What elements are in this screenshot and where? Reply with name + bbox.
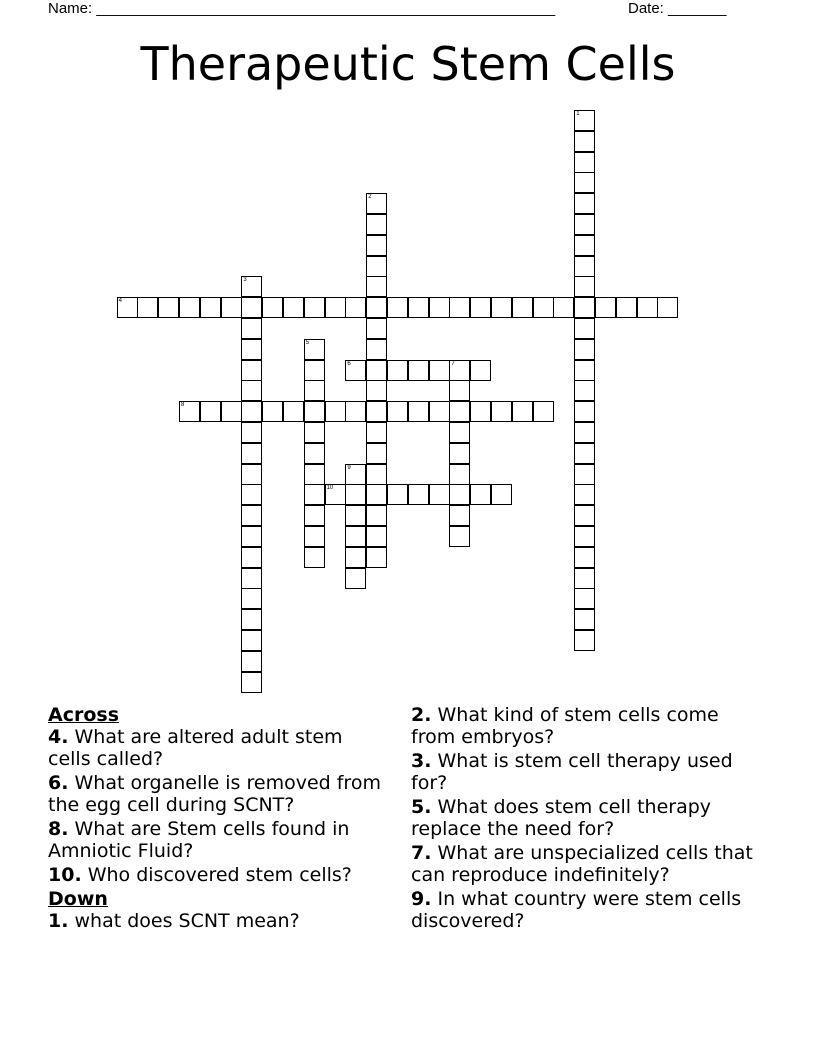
crossword-cell[interactable] bbox=[200, 401, 221, 422]
crossword-cell[interactable] bbox=[117, 297, 138, 318]
crossword-cell[interactable] bbox=[179, 401, 200, 422]
crossword-cell[interactable] bbox=[449, 422, 470, 443]
clue-number: 8 bbox=[181, 402, 185, 409]
crossword-cell[interactable] bbox=[574, 193, 595, 214]
crossword-cell[interactable] bbox=[304, 526, 325, 547]
crossword-cell[interactable] bbox=[429, 297, 450, 318]
across-clue bbox=[48, 818, 388, 862]
clue-number: 5 bbox=[305, 339, 310, 346]
crossword-cell[interactable] bbox=[241, 526, 262, 547]
crossword-cell[interactable] bbox=[574, 318, 595, 339]
crossword-cell[interactable] bbox=[345, 568, 366, 589]
clue-number-label: 6. bbox=[48, 772, 69, 794]
clue-number: 6 bbox=[347, 360, 351, 367]
crossword-cell[interactable] bbox=[574, 297, 595, 318]
crossword-cell[interactable] bbox=[325, 297, 346, 318]
crossword-cell[interactable] bbox=[366, 422, 387, 443]
crossword-cell[interactable] bbox=[366, 505, 387, 526]
crossword-cell[interactable] bbox=[304, 505, 325, 526]
crossword-cell[interactable] bbox=[366, 401, 387, 422]
crossword-cell[interactable] bbox=[345, 297, 366, 318]
crossword-cell[interactable] bbox=[491, 297, 512, 318]
crossword-cell[interactable] bbox=[449, 505, 470, 526]
down-clue bbox=[411, 796, 756, 840]
crossword-cell[interactable] bbox=[408, 401, 429, 422]
crossword-cell[interactable] bbox=[366, 339, 387, 360]
crossword-cell[interactable] bbox=[429, 401, 450, 422]
crossword-cell[interactable] bbox=[574, 526, 595, 547]
down-clue bbox=[411, 842, 756, 886]
crossword-cell[interactable] bbox=[574, 172, 595, 193]
crossword-cell[interactable] bbox=[574, 609, 595, 630]
crossword-cell[interactable] bbox=[574, 630, 595, 651]
crossword-cell[interactable] bbox=[449, 464, 470, 485]
crossword-cell[interactable] bbox=[574, 484, 595, 505]
crossword-cell[interactable] bbox=[325, 401, 346, 422]
clue-number: 10 bbox=[326, 485, 334, 492]
clue-text: What does stem cell therapy replace the need for? bbox=[411, 796, 712, 840]
crossword-cell[interactable] bbox=[574, 235, 595, 256]
crossword-cell[interactable] bbox=[574, 380, 595, 401]
crossword-cell[interactable] bbox=[449, 297, 470, 318]
clue-number-label: 5. bbox=[411, 796, 432, 818]
crossword-cell[interactable] bbox=[137, 297, 158, 318]
crossword-cell[interactable] bbox=[387, 360, 408, 381]
crossword-cell[interactable] bbox=[241, 568, 262, 589]
crossword-cell[interactable] bbox=[574, 339, 595, 360]
crossword-cell[interactable] bbox=[179, 297, 200, 318]
across-clue-list bbox=[48, 726, 388, 886]
crossword-cell[interactable] bbox=[470, 297, 491, 318]
clue-text: Who discovered stem cells? bbox=[81, 864, 352, 886]
clue-text: What are Stem cells found in Amniotic Fluid? bbox=[48, 818, 350, 862]
crossword-cell[interactable] bbox=[283, 297, 304, 318]
crossword-cell[interactable] bbox=[304, 547, 325, 568]
clue-number-label: 7. bbox=[411, 842, 432, 864]
clues-left-column bbox=[48, 704, 388, 934]
crossword-cell[interactable] bbox=[304, 360, 325, 381]
crossword-cell[interactable] bbox=[241, 380, 262, 401]
down-clue-list-right bbox=[411, 704, 756, 932]
crossword-cell[interactable] bbox=[366, 547, 387, 568]
crossword-cell[interactable] bbox=[345, 464, 366, 485]
crossword-cell[interactable] bbox=[366, 256, 387, 277]
crossword-cell[interactable] bbox=[221, 401, 242, 422]
clue-text: What are altered adult stem cells called? bbox=[48, 726, 343, 770]
crossword-cell[interactable] bbox=[304, 297, 325, 318]
clue-number: 3 bbox=[243, 277, 247, 284]
crossword-cell[interactable] bbox=[574, 568, 595, 589]
crossword-cell[interactable] bbox=[241, 505, 262, 526]
crossword-cell[interactable] bbox=[491, 484, 512, 505]
crossword-cell[interactable] bbox=[574, 547, 595, 568]
clue-number: 2 bbox=[368, 194, 372, 201]
crossword-cell[interactable] bbox=[366, 526, 387, 547]
crossword-cell[interactable] bbox=[262, 297, 283, 318]
crossword-cell[interactable] bbox=[470, 484, 491, 505]
crossword-cell[interactable] bbox=[241, 276, 262, 297]
down-clue bbox=[411, 704, 756, 748]
crossword-cell[interactable] bbox=[574, 360, 595, 381]
crossword-cell[interactable] bbox=[595, 297, 616, 318]
crossword-cell[interactable] bbox=[533, 297, 554, 318]
crossword-cell[interactable] bbox=[449, 401, 470, 422]
date-label: Date: bbox=[628, 0, 664, 17]
crossword-cell[interactable] bbox=[366, 193, 387, 214]
crossword-cell[interactable] bbox=[241, 484, 262, 505]
crossword-cell[interactable] bbox=[429, 360, 450, 381]
crossword-cell[interactable] bbox=[470, 401, 491, 422]
crossword-cell[interactable] bbox=[366, 360, 387, 381]
clue-text: What kind of stem cells come from embryos? bbox=[411, 704, 719, 748]
date-blank: _______ bbox=[668, 0, 727, 17]
crossword-cell[interactable] bbox=[325, 484, 346, 505]
crossword-cell[interactable] bbox=[512, 297, 533, 318]
crossword-cell[interactable] bbox=[283, 401, 304, 422]
clue-text: What are unspecialized cells that can reproduce indefinitely? bbox=[411, 842, 753, 886]
crossword-cell[interactable] bbox=[574, 131, 595, 152]
crossword-cell[interactable] bbox=[449, 380, 470, 401]
clue-number: 1 bbox=[576, 111, 580, 117]
name-label: Name: bbox=[48, 0, 93, 17]
crossword-cell[interactable] bbox=[387, 484, 408, 505]
clue-number-label: 10. bbox=[48, 864, 82, 886]
crossword-cell[interactable] bbox=[616, 297, 637, 318]
crossword-cell[interactable] bbox=[657, 297, 678, 318]
crossword-cell[interactable] bbox=[574, 110, 595, 131]
down-clue bbox=[411, 750, 756, 794]
crossword-cell[interactable] bbox=[241, 297, 262, 318]
clue-number: 7 bbox=[451, 360, 455, 367]
crossword-cell[interactable] bbox=[449, 360, 470, 381]
crossword-cell[interactable] bbox=[241, 547, 262, 568]
clue-text: In what country were stem cells discovered? bbox=[411, 888, 742, 932]
crossword-cell[interactable] bbox=[158, 297, 179, 318]
crossword-cell[interactable] bbox=[574, 505, 595, 526]
crossword-cell[interactable] bbox=[366, 297, 387, 318]
clues-right-column bbox=[411, 704, 756, 934]
crossword-cell[interactable] bbox=[345, 484, 366, 505]
crossword-cell[interactable] bbox=[449, 484, 470, 505]
crossword-cell[interactable] bbox=[241, 422, 262, 443]
crossword-cell[interactable] bbox=[491, 401, 512, 422]
clue-number-label: 2. bbox=[411, 704, 432, 726]
crossword-cell[interactable] bbox=[366, 380, 387, 401]
crossword-cell[interactable] bbox=[574, 401, 595, 422]
crossword-cell[interactable] bbox=[512, 401, 533, 422]
page-title: Therapeutic Stem Cells bbox=[140, 37, 676, 91]
down-clue-list-left bbox=[48, 910, 388, 932]
crossword-cell[interactable] bbox=[387, 401, 408, 422]
crossword-cell[interactable] bbox=[387, 297, 408, 318]
clue-text: What is stem cell therapy used for? bbox=[411, 750, 733, 794]
down-heading: Down bbox=[48, 888, 108, 910]
crossword-cell[interactable] bbox=[366, 235, 387, 256]
crossword-cell[interactable] bbox=[408, 360, 429, 381]
crossword-cell[interactable] bbox=[408, 297, 429, 318]
crossword-cell[interactable] bbox=[366, 214, 387, 235]
crossword-cell[interactable] bbox=[304, 339, 325, 360]
crossword-cell[interactable] bbox=[241, 609, 262, 630]
crossword-cell[interactable] bbox=[304, 464, 325, 485]
crossword-cell[interactable] bbox=[574, 443, 595, 464]
crossword-cell[interactable] bbox=[304, 484, 325, 505]
crossword-cell[interactable] bbox=[221, 297, 242, 318]
crossword-cell[interactable] bbox=[553, 297, 574, 318]
crossword-cell[interactable] bbox=[345, 505, 366, 526]
crossword-cell[interactable] bbox=[241, 630, 262, 651]
crossword-cell[interactable] bbox=[241, 401, 262, 422]
crossword-cell[interactable] bbox=[304, 401, 325, 422]
crossword-cell[interactable] bbox=[574, 588, 595, 609]
clue-number: 4 bbox=[118, 298, 122, 305]
crossword-cell[interactable] bbox=[241, 318, 262, 339]
clue-number-label: 4. bbox=[48, 726, 69, 748]
crossword-cell[interactable] bbox=[366, 443, 387, 464]
crossword-cell[interactable] bbox=[366, 464, 387, 485]
crossword-cell[interactable] bbox=[304, 422, 325, 443]
crossword-cell[interactable] bbox=[637, 297, 658, 318]
crossword-cell[interactable] bbox=[241, 588, 262, 609]
crossword-cell[interactable] bbox=[366, 484, 387, 505]
crossword-cell[interactable] bbox=[345, 360, 366, 381]
crossword-cell[interactable] bbox=[241, 360, 262, 381]
crossword-cell[interactable] bbox=[574, 464, 595, 485]
crossword-cell[interactable] bbox=[241, 672, 262, 693]
clue-number-label: 1. bbox=[48, 910, 69, 932]
crossword-cell[interactable] bbox=[574, 214, 595, 235]
crossword-cell[interactable] bbox=[470, 360, 491, 381]
crossword-cell[interactable] bbox=[449, 526, 470, 547]
name-blank: _______________________________________________________ bbox=[96, 0, 556, 17]
crossword-cell[interactable] bbox=[408, 484, 429, 505]
crossword-cell[interactable] bbox=[366, 318, 387, 339]
clue-text: what does SCNT mean? bbox=[68, 910, 300, 932]
crossword-cell[interactable] bbox=[304, 380, 325, 401]
crossword-cell[interactable] bbox=[241, 443, 262, 464]
across-clue bbox=[48, 864, 388, 886]
across-clue bbox=[48, 726, 388, 770]
crossword-cell[interactable] bbox=[574, 276, 595, 297]
down-clue bbox=[411, 888, 756, 932]
crossword-cell[interactable] bbox=[200, 297, 221, 318]
crossword-cell[interactable] bbox=[449, 443, 470, 464]
down-clue bbox=[48, 910, 388, 932]
across-heading: Across bbox=[48, 704, 120, 726]
crossword-cell[interactable] bbox=[533, 401, 554, 422]
crossword-cell[interactable] bbox=[241, 339, 262, 360]
clue-number: 9 bbox=[347, 464, 351, 471]
crossword-cell[interactable] bbox=[574, 256, 595, 277]
clue-number-label: 8. bbox=[48, 818, 69, 840]
crossword-cell[interactable] bbox=[241, 651, 262, 672]
clue-text: What organelle is removed from the egg cell during SCNT? bbox=[48, 772, 381, 816]
clue-number-label: 3. bbox=[411, 750, 432, 772]
crossword-cell[interactable] bbox=[345, 401, 366, 422]
crossword-cell[interactable] bbox=[241, 464, 262, 485]
crossword-cell[interactable] bbox=[262, 401, 283, 422]
crossword-cell[interactable] bbox=[366, 276, 387, 297]
across-clue bbox=[48, 772, 388, 816]
crossword-cell[interactable] bbox=[574, 152, 595, 173]
clue-number-label: 9. bbox=[411, 888, 432, 910]
crossword-cell[interactable] bbox=[574, 422, 595, 443]
crossword-cell[interactable] bbox=[345, 526, 366, 547]
crossword-cell[interactable] bbox=[429, 484, 450, 505]
crossword-cell[interactable] bbox=[345, 547, 366, 568]
crossword-cell[interactable] bbox=[304, 443, 325, 464]
